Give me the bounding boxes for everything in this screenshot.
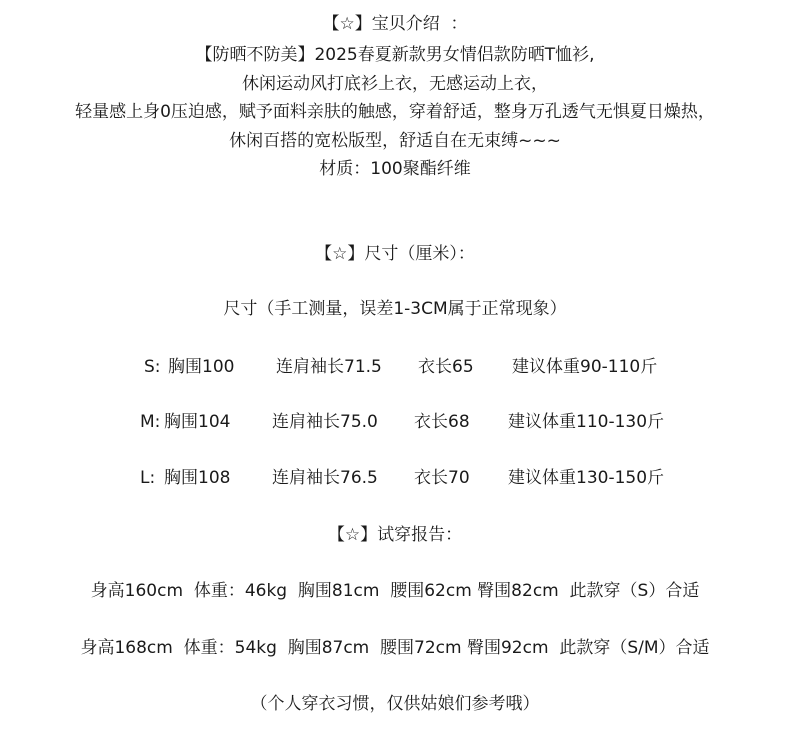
intro-line-3: 轻量感上身0压迫感，赋予面料亲肤的触感，穿着舒适，整身万孔透气无惧夏日燥热， <box>75 102 715 122</box>
size-row-m <box>0 411 790 433</box>
sleeve-value: 连肩袖长76.5 <box>272 468 378 488</box>
tryon-report-1: 身高160cm 体重：46kg 胸围81cm 腰围62cm 臀围82cm 此款穿（S）合适 <box>90 581 700 601</box>
material-line: 材质：100聚酯纤维 <box>319 159 471 179</box>
intro-heading: 【☆】宝贝介绍 ： <box>322 14 468 34</box>
sleeve-value: 连肩袖长71.5 <box>276 357 382 377</box>
size-label: M: <box>140 412 161 432</box>
intro-line-2: 休闲运动风打底衫上衣，无感运动上衣， <box>242 74 548 94</box>
chest-value: 胸围100 <box>168 357 235 377</box>
tryon-heading: 【☆】试穿报告： <box>327 525 463 545</box>
size-row-l <box>0 467 790 489</box>
length-value: 衣长68 <box>414 412 470 432</box>
size-heading: 【☆】尺寸（厘米）： <box>315 244 475 264</box>
intro-line-1: 【防晒不防美】2025春夏新款男女情侣款防晒T恤衫, <box>195 45 595 65</box>
tryon-report-2: 身高168cm 体重：54kg 胸围87cm 腰围72cm 臀围92cm 此款穿（S/M）合适 <box>80 638 710 658</box>
chest-value: 胸围104 <box>164 412 231 432</box>
weight-value: 建议体重90-110斤 <box>512 357 658 377</box>
chest-value: 胸围108 <box>164 468 231 488</box>
length-value: 衣长70 <box>414 468 470 488</box>
intro-line-4: 休闲百搭的宽松版型，舒适自在无束缚~~~ <box>229 131 561 151</box>
size-note: 尺寸（手工测量，误差1-3CM属于正常现象） <box>223 299 567 319</box>
length-value: 衣长65 <box>418 357 474 377</box>
weight-value: 建议体重130-150斤 <box>508 468 665 488</box>
tryon-footnote: （个人穿衣习惯，仅供姑娘们参考哦） <box>250 694 540 714</box>
size-label: L: <box>140 468 156 488</box>
size-label: S: <box>144 357 161 377</box>
weight-value: 建议体重110-130斤 <box>508 412 665 432</box>
size-row-s <box>0 356 790 378</box>
sleeve-value: 连肩袖长75.0 <box>272 412 378 432</box>
